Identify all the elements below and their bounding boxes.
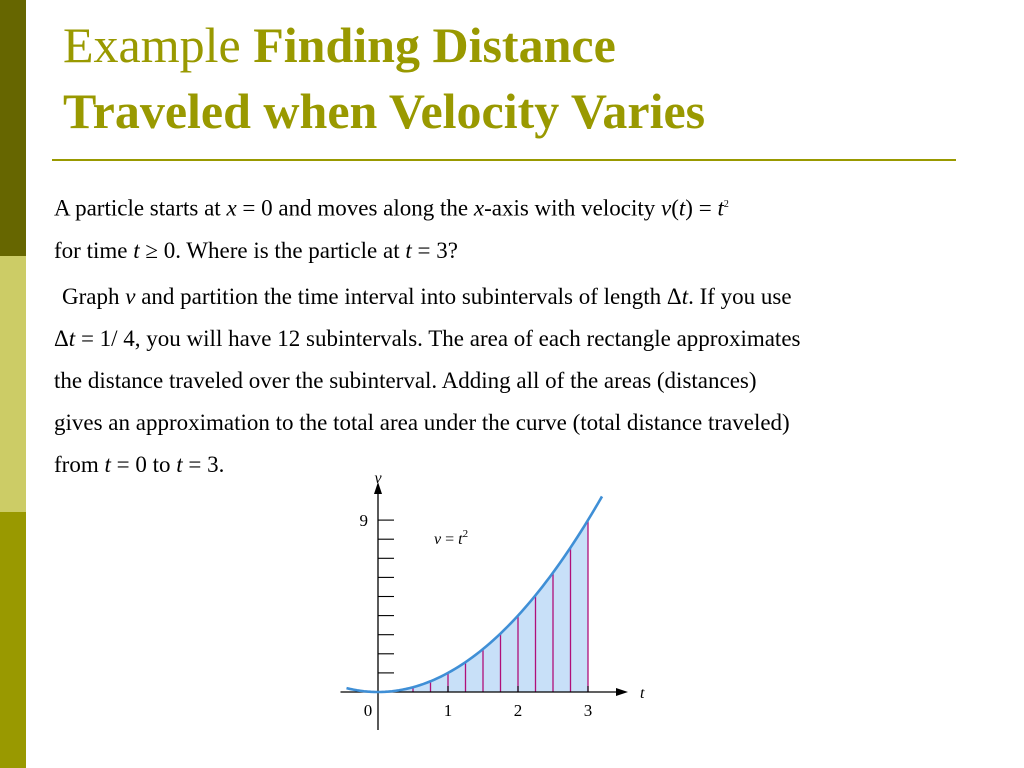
curve-label-exponent: 2 [462,528,469,540]
v-tick-label-9: 9 [359,511,368,531]
explanation-line-3: the distance traveled over the subinterval. Adding all of the areas (distances) [54,368,757,393]
slide-title [63,12,963,144]
problem-line-1: A particle starts at x = 0 and moves along the x-axis with velocity $v(t) = t^2$ [54,195,729,221]
side-bar-segment-mid [0,512,26,768]
explanation-line-4: gives an approximation to the total area under the curve (total distance traveled) [54,410,790,435]
explanation-line-2: Δt = 1/ 4, you will have 12 subintervals. The area of each rectangle approximates [54,326,801,351]
velocity-graph [330,468,690,738]
curve-label [434,528,468,548]
side-bar-segment-light [0,256,26,512]
curve-label-v: v [434,531,442,548]
side-bar-segment-dark [0,0,26,256]
t-axis-label: t [640,685,645,702]
t-tick-label-1: 1 [443,701,453,720]
explanation-line-5: from t = 0 to t = 3. [54,452,225,477]
v-axis-label: v [374,470,382,487]
curve-label-eq: = [441,531,459,548]
t-tick-label-3: 3 [583,701,593,720]
title-bold-line2: Traveled when Velocity Varies [63,83,706,139]
t-tick-label-2: 2 [513,701,523,720]
t-axis-arrow [616,688,628,696]
explanation-line-1: Graph v and partition the time interval into subintervals of length Δt. If you use [62,284,792,309]
explanation-paragraph [54,276,984,486]
problem-statement [54,184,984,272]
problem-line-2: for time t ≥ 0. Where is the particle at t = 3? [54,237,458,263]
side-accent-bar [0,0,26,768]
title-rule [52,159,956,161]
t-tick-label-0: 0 [363,701,373,720]
title-bold-line1: Finding Distance [253,17,616,73]
title-plain: Example [63,17,254,73]
curve-label-t: t [458,531,463,548]
